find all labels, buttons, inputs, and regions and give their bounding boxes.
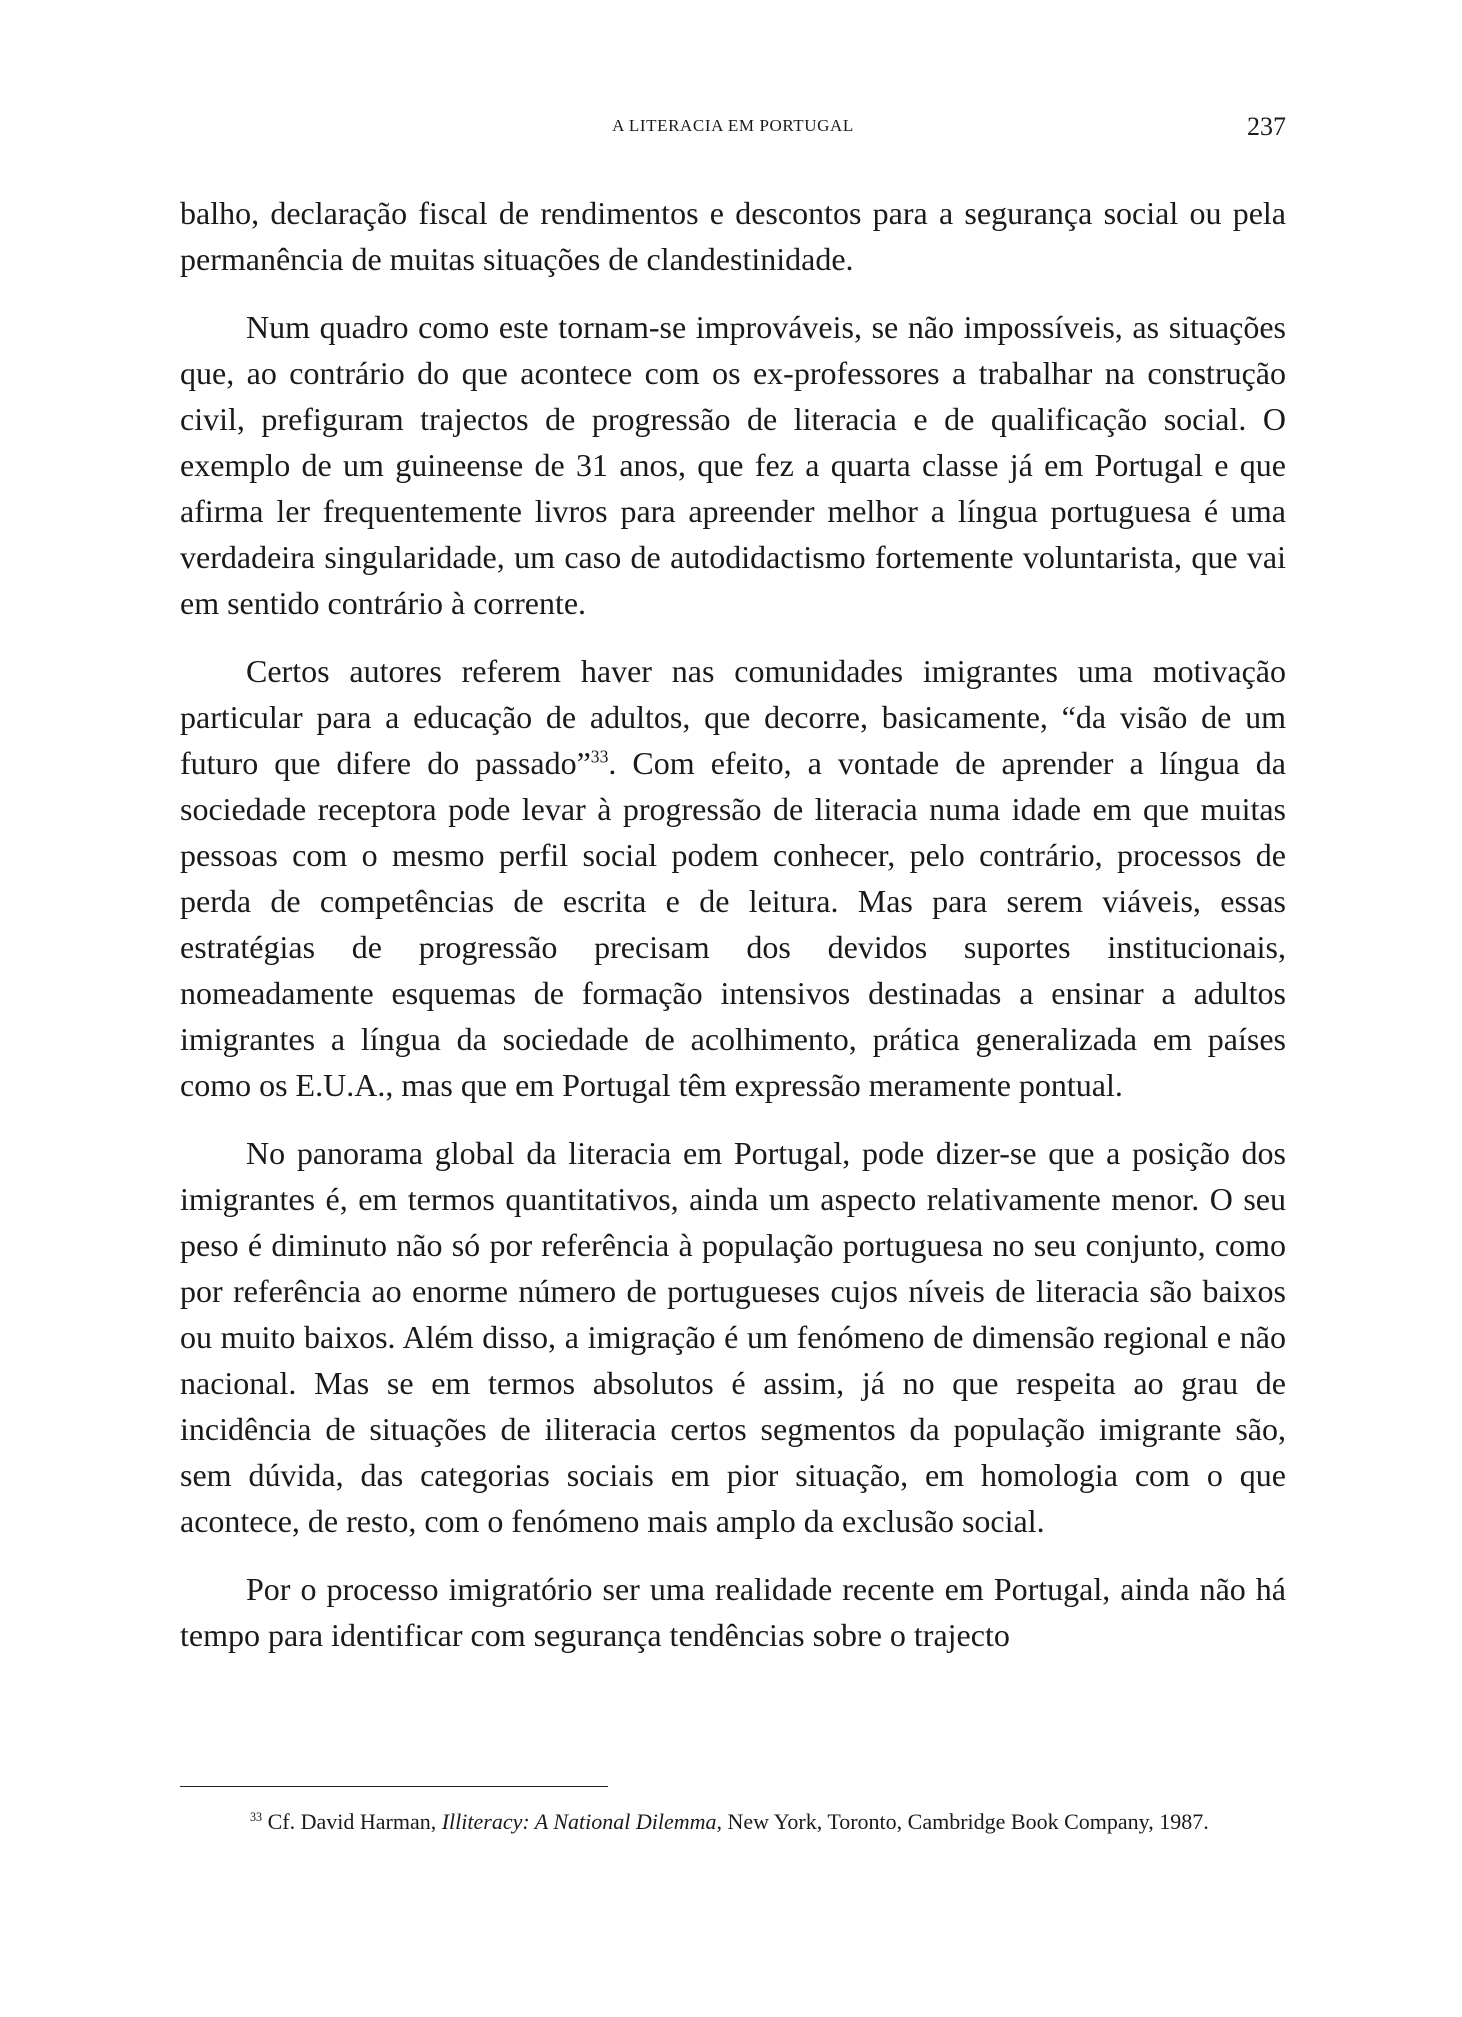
body-text — [180, 190, 1286, 1658]
footnote — [180, 1806, 1286, 1838]
running-title: A LITERACIA EM PORTUGAL — [612, 116, 854, 135]
running-head — [180, 112, 1286, 146]
paragraph-text: . Com efeito, a vontade de aprender a língua da sociedade receptora pode levar à progressão de literacia numa idade em que muitas pessoas com o mesmo perfil social podem conhecer, pelo contrário, processos de perda de competências de escrita e de leitura. Mas para serem viáveis, essas estratégias de progressão precisam dos devidos suportes institucionais, nomeadamente esquemas de formação intensivos destinadas a ensinar a adultos imigrantes a língua da sociedade de acolhimento, prática generalizada em países como os E.U.A., mas que em Portugal têm expressão meramente pontual. — [180, 745, 1287, 1103]
paragraph: No panorama global da literacia em Portugal, pode dizer-se que a posição dos imigrantes é, em termos quantitativos, ainda um aspecto relativamente menor. O seu peso é diminuto não só por referência à população portuguesa no seu conjunto, como por referência ao enorme número de portugueses cujos níveis de literacia são baixos ou muito baixos. Além disso, a imigração é um fenómeno de dimensão regional e não nacional. Mas se em termos absolutos é assim, já no que respeita ao grau de incidência de situações de iliteracia certos segmentos da população imigrante são, sem dúvida, das categorias sociais em pior situação, em homologia com o que acontece, de resto, com o fenómeno mais amplo da exclusão social. — [180, 1135, 1286, 1539]
footnote-suffix: New York, Toronto, Cambridge Book Company, 1987. — [721, 1809, 1209, 1834]
footnote-separator — [180, 1786, 608, 1787]
paragraph-continuation: balho, declaração fiscal de rendimentos e descontos para a segurança social ou pela permanência de muitas situações de clandestinidade. — [180, 195, 1286, 277]
footnote-reference: 33 — [590, 746, 609, 767]
footnote-book-title: Illiteracy: A National Dilemma, — [441, 1809, 722, 1834]
paragraph-with-note — [180, 648, 1286, 1108]
paragraph-text: Certos autores referem haver nas comunidades imigrantes uma motivação particular para a educação de adultos, que decorre, basicamente, “da visão de um futuro que difere do passado” — [180, 653, 1286, 781]
page-number: 237 — [1247, 112, 1286, 141]
footnote-prefix: Cf. David Harman, — [262, 1809, 442, 1834]
paragraph: Por o processo imigratório ser uma realidade recente em Portugal, ainda não há tempo para identificar com segurança tendências sobre o trajecto — [180, 1571, 1286, 1653]
paragraph: Num quadro como este tornam-se improváveis, se não impossíveis, as situações que, ao contrário do que acontece com os ex-professores a trabalhar na construção civil, prefiguram trajectos de progressão de literacia e de qualificação social. O exemplo de um guineense de 31 anos, que fez a quarta classe já em Portugal e que afirma ler frequentemente livros para apreender melhor a língua portuguesa é uma verdadeira singularidade, um caso de autodidactismo fortemente voluntarista, que vai em sentido contrário à corrente. — [180, 309, 1286, 621]
footnote-number: 33 — [250, 1809, 263, 1824]
